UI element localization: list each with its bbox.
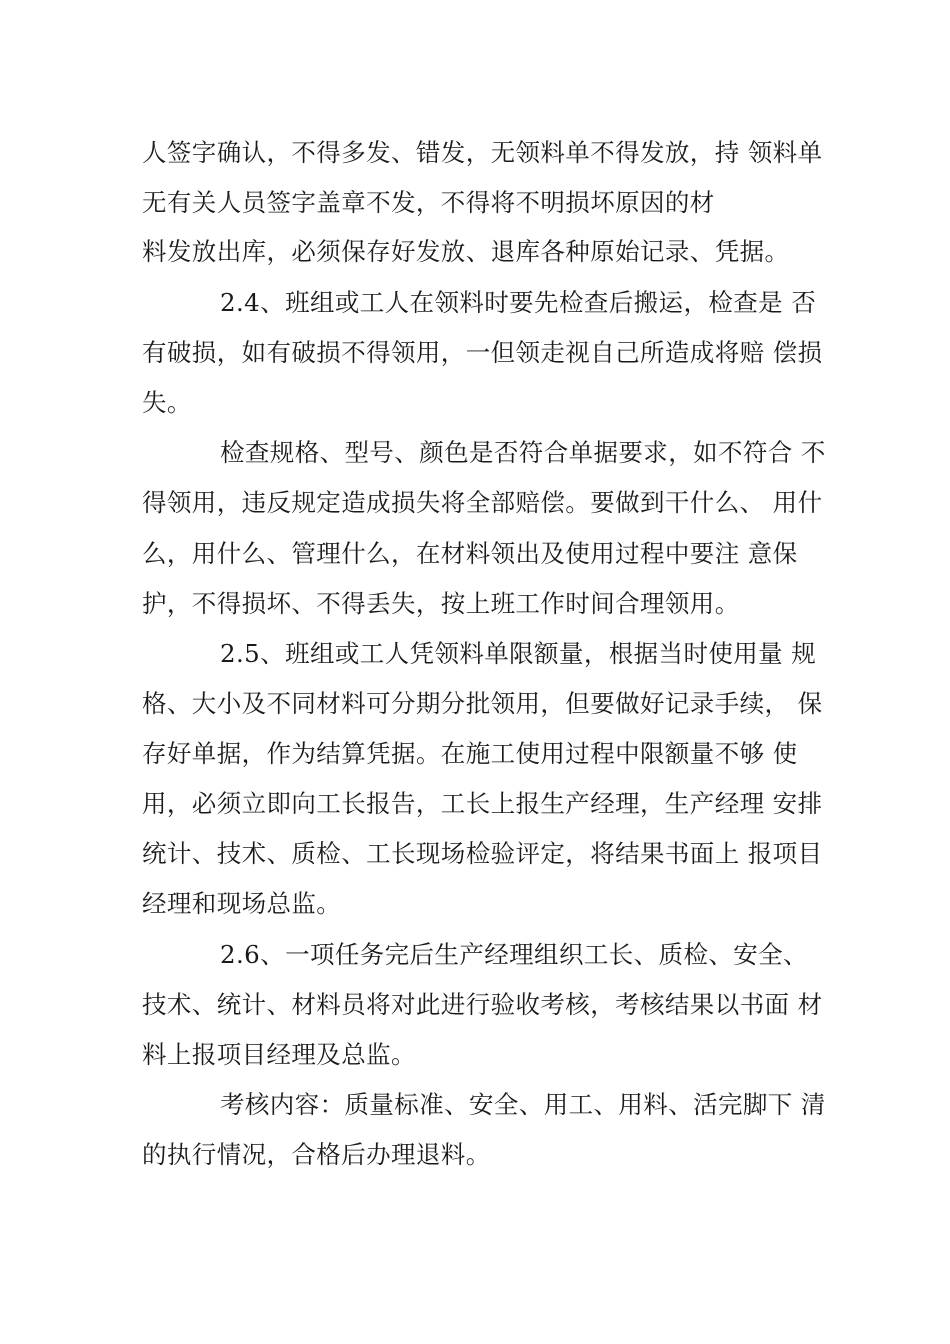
text-line: 护，不得损坏、不得丢失，按上班工作时间合理领用。	[142, 589, 740, 618]
paragraph-first-line: 考核内容：质量标准、安全、用工、用料、活完脚下 清	[220, 1090, 826, 1119]
text-line: 经理和现场总监。	[142, 889, 342, 918]
text-line: 有破损，如有破损不得领用，一但领走视自己所造成将赔 偿损	[142, 338, 823, 367]
paragraph-first-line: 检查规格、型号、颜色是否符合单据要求，如不符合 不	[220, 438, 826, 467]
text-line: 么，用什么、管理什么，在材料领出及使用过程中要注 意保	[142, 539, 798, 568]
text-line: 料上报项目经理及总监。	[142, 1040, 416, 1069]
text-line: 格、大小及不同材料可分期分批领用，但要做好记录手续， 保	[142, 689, 823, 718]
text-line: 得领用，违反规定造成损失将全部赔偿。要做到干什么、 用什	[142, 488, 823, 517]
text-line: 失。	[142, 388, 192, 417]
text-line: 存好单据，作为结算凭据。在施工使用过程中限额量不够 使	[142, 739, 798, 768]
text-line: 人签字确认，不得多发、错发，无领料单不得发放，持 领料单	[142, 138, 823, 167]
paragraph-first-line: 2.4、班组或工人在领料时要先检查后搬运，检查是 否	[220, 288, 817, 317]
text-line: 无有关人员签字盖章不发，不得将不明损坏原因的材	[142, 188, 715, 217]
text-line: 技术、统计、材料员将对此进行验收考核，考核结果以书面 材	[142, 990, 823, 1019]
text-line: 料发放出库，必须保存好发放、退库各种原始记录、凭据。	[142, 237, 790, 266]
text-line: 的执行情况，合格后办理退料。	[142, 1140, 491, 1169]
text-line: 用，必须立即向工长报告，工长上报生产经理，生产经理 安排	[142, 789, 823, 818]
paragraph-first-line: 2.6、一项任务完后生产经理组织工长、质检、安全、	[220, 940, 808, 969]
paragraph-first-line: 2.5、班组或工人凭领料单限额量，根据当时使用量 规	[220, 639, 817, 668]
text-line: 统计、技术、质检、工长现场检验评定，将结果书面上 报项目	[142, 839, 823, 868]
